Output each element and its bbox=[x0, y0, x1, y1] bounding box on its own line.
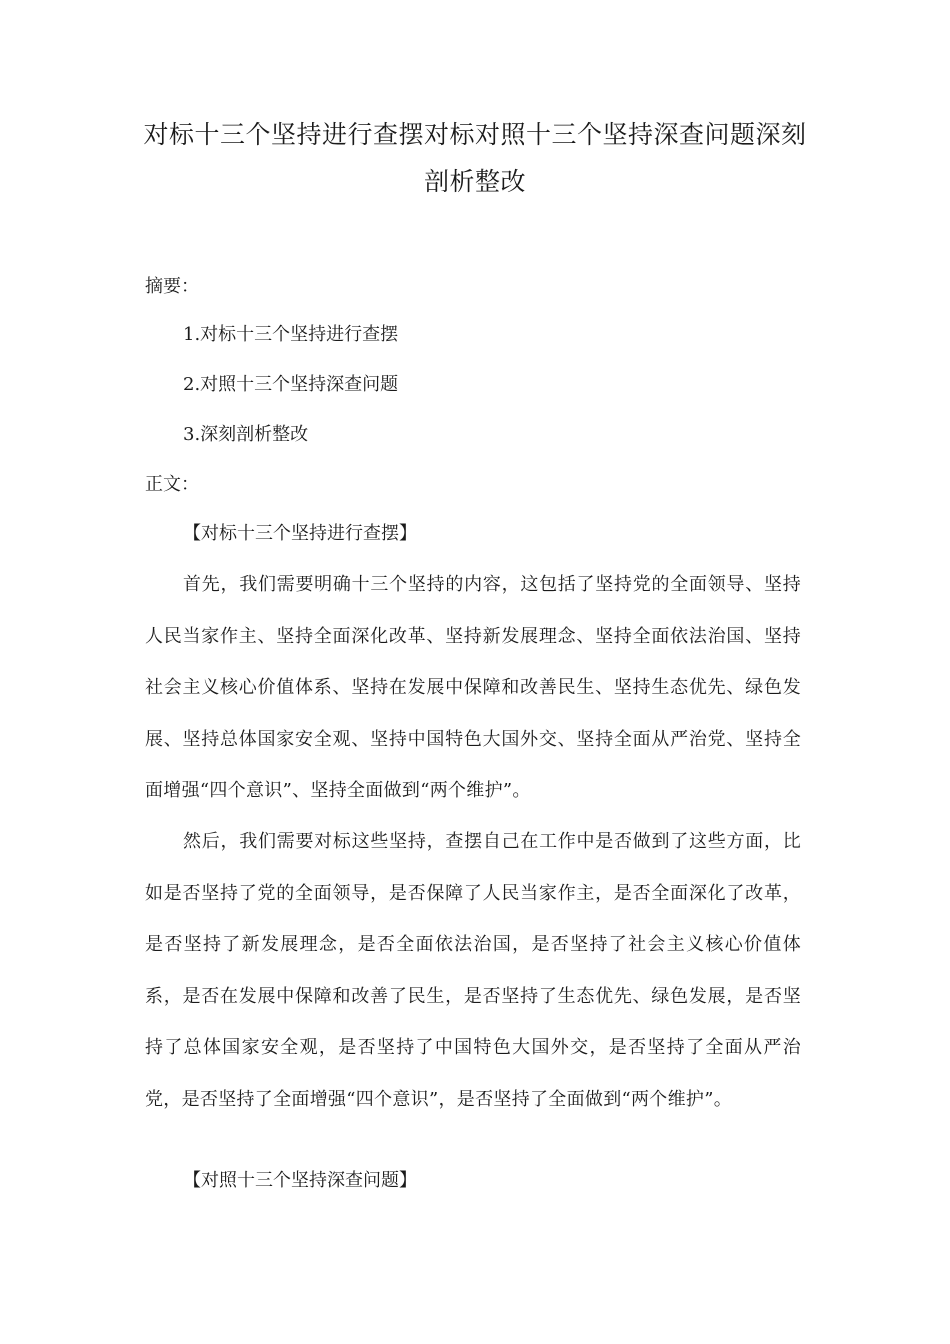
abstract-item-1: 1.对标十三个坚持进行查摆 bbox=[183, 324, 399, 345]
document-title: 对标十三个坚持进行查摆对标对照十三个坚持深查问题深刻剖析整改 bbox=[143, 120, 807, 196]
section-heading-1: 【对标十三个坚持进行查摆】 bbox=[183, 523, 417, 544]
abstract-item-2: 2.对照十三个坚持深查问题 bbox=[183, 374, 399, 395]
abstract-item-3: 3.深刻剖析整改 bbox=[183, 424, 309, 445]
body-paragraph-2: 然后，我们需要对标这些坚持，查摆自己在工作中是否做到了这些方面，比如是否坚持了党的全面领导，是否保障了人民当家作主，是否全面深化了改革，是否坚持了新发展理念，是否全面依法治国，是否坚持了社会主义核心价值体系，是否在发展中保障和改善了民生，是否坚持了生态优先、绿色发展，是否坚持了总体国家安全观，是否坚持了中国特色大国外交，是否坚持了全面从严治党，是否坚持了全面增强“四个意识”，是否坚持了全面做到“两个维护”。 bbox=[145, 831, 801, 1110]
body-label: 正文： bbox=[145, 474, 199, 495]
abstract-label: 摘要： bbox=[145, 276, 199, 297]
section-heading-2: 【对照十三个坚持深查问题】 bbox=[183, 1170, 417, 1191]
body-paragraph-1: 首先，我们需要明确十三个坚持的内容，这包括了坚持党的全面领导、坚持人民当家作主、坚持全面深化改革、坚持新发展理念、坚持全面依法治国、坚持社会主义核心价值体系、坚持在发展中保障和改善民生、坚持生态优先、绿色发展、坚持总体国家安全观、坚持中国特色大国外交、坚持全面从严治党、坚持全面增强“四个意识”、坚持全面做到“两个维护”。 bbox=[145, 574, 801, 801]
